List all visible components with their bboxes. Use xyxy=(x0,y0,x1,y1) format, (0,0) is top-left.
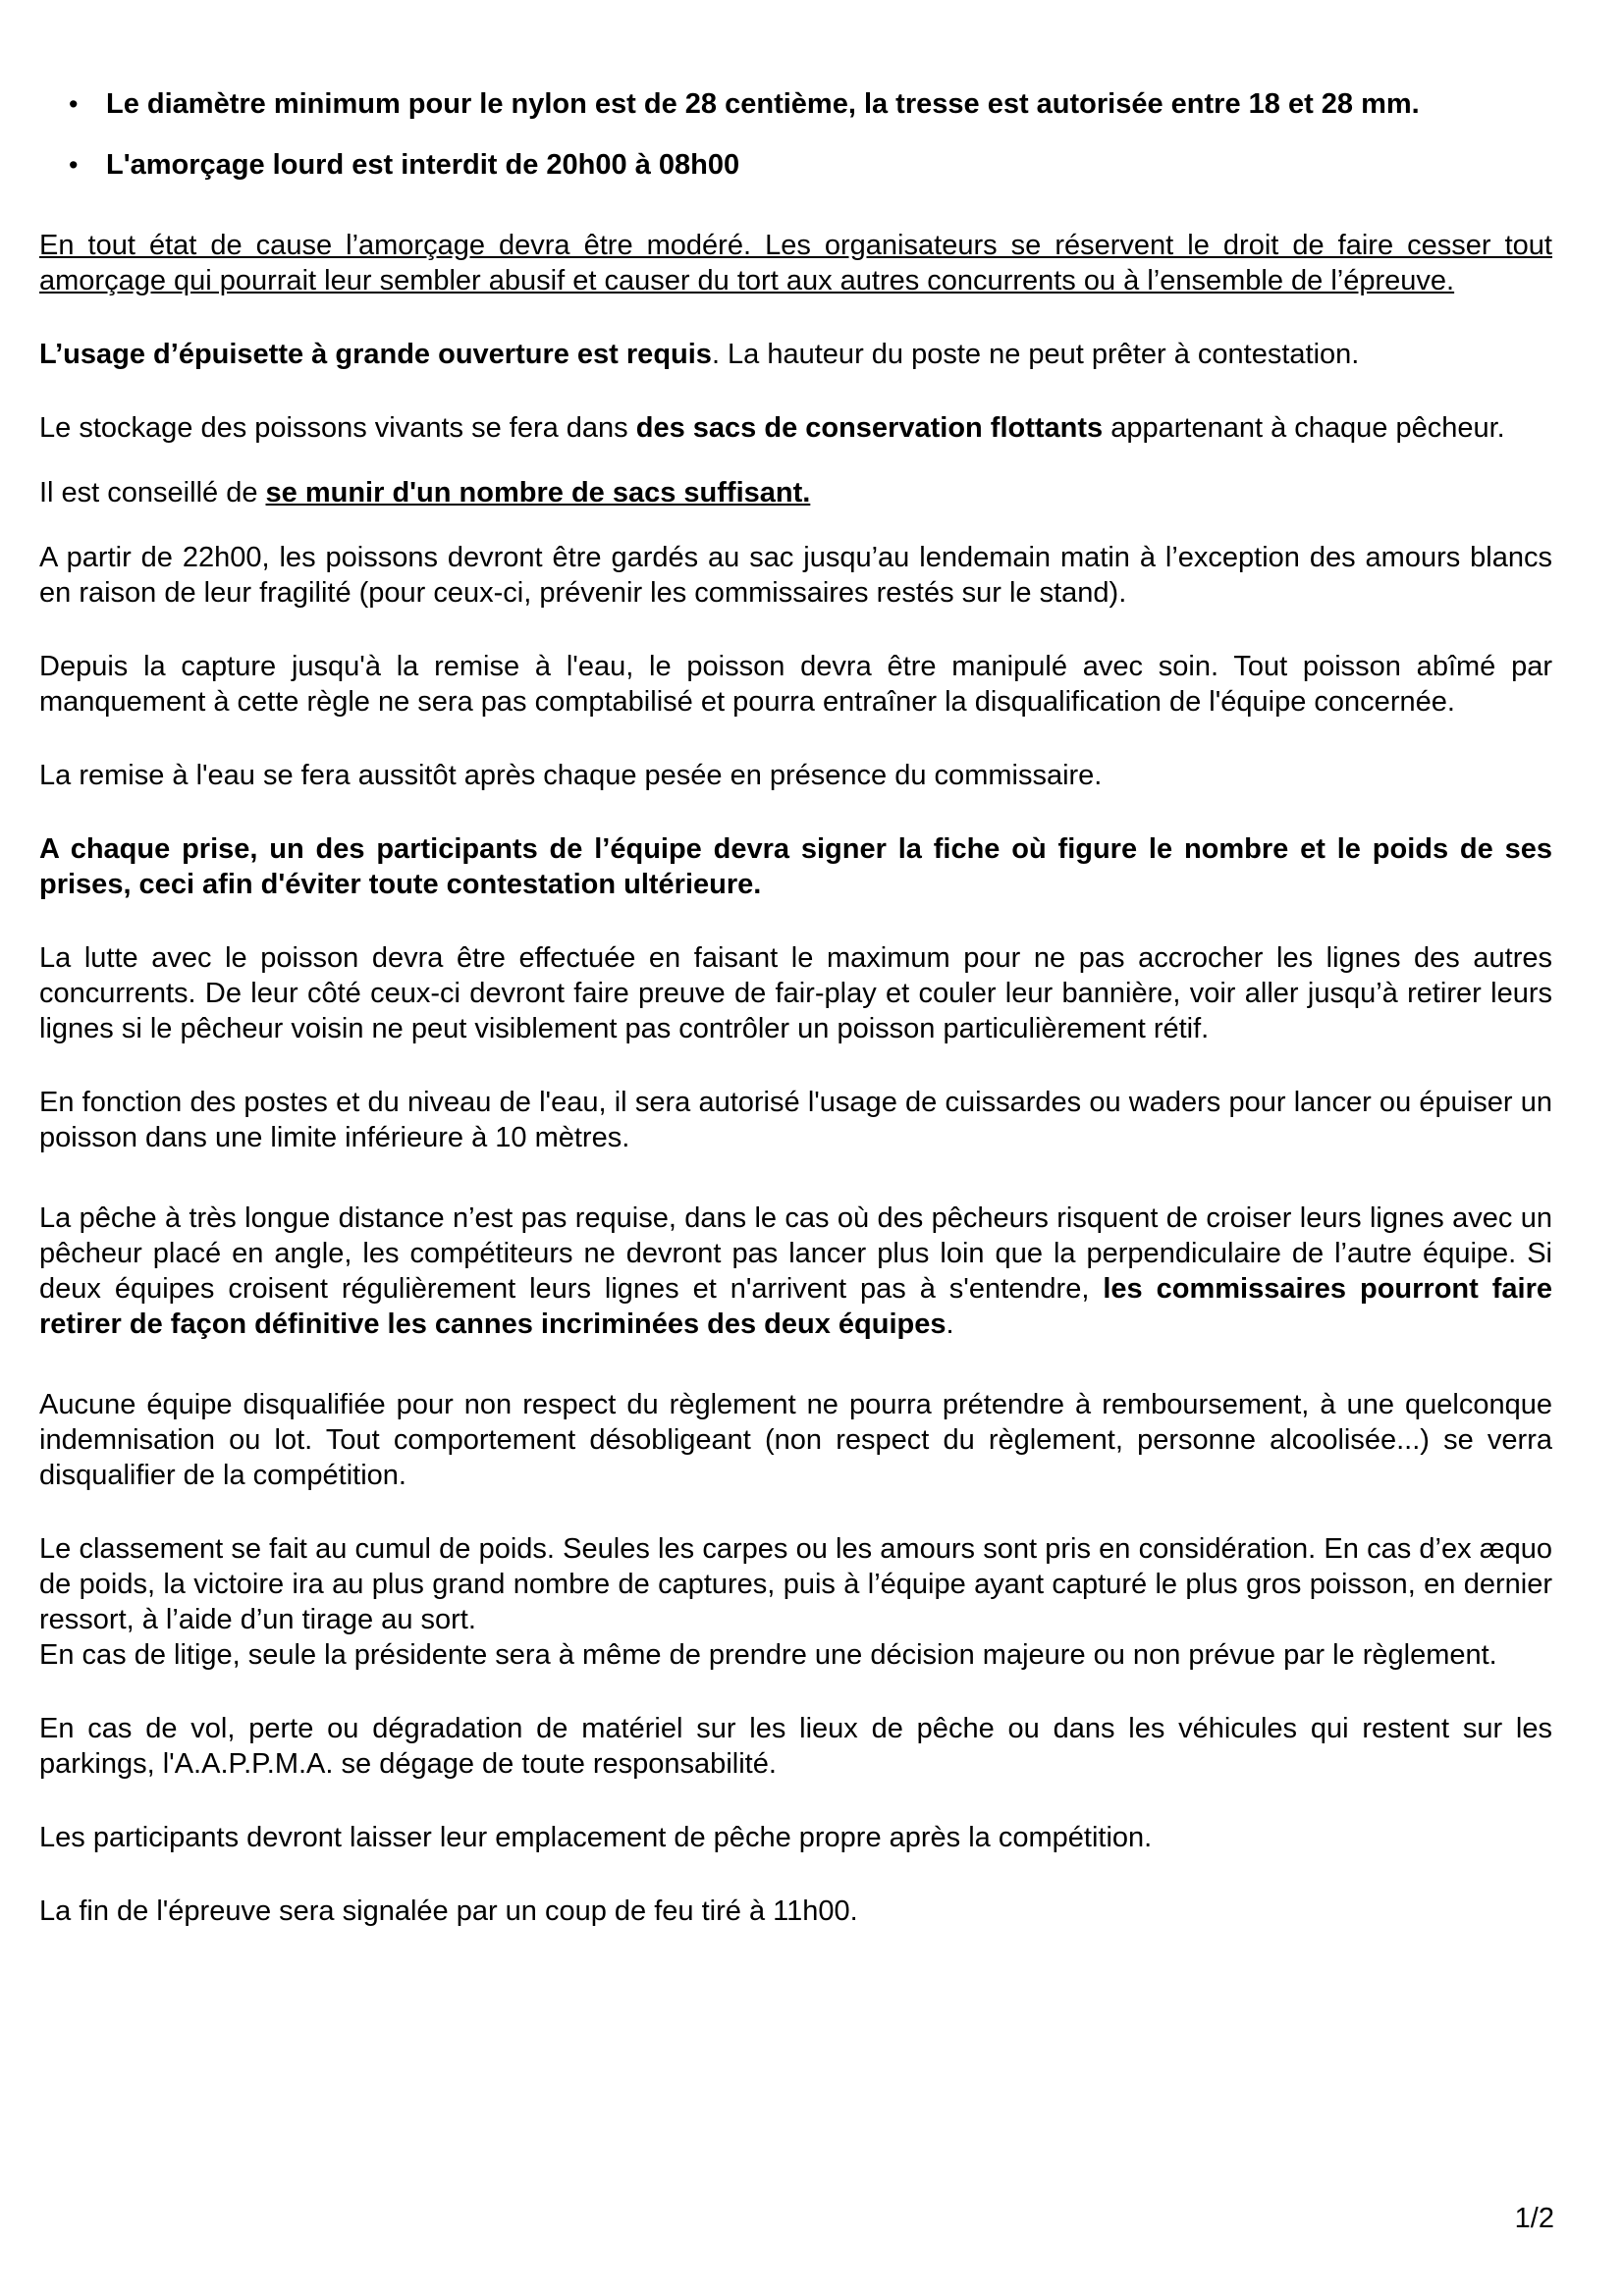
text-run: . La hauteur du poste ne peut prêter à contestation. xyxy=(711,339,1360,370)
text-run: En tout état de cause l’amorçage devra être modéré. Les organisateurs se réservent le droit de faire cesser tout amorçage qui pourrait leur sembler abusif et causer du tort aux autres concurrents ou à l’ensemble de l’épreuve. xyxy=(39,230,1552,296)
text-run: Depuis la capture jusqu'à la remise à l'eau, le poisson devra être manipulé avec soin. Tout poisson abîmé par manquement à cette règle ne sera pas comptabilisé et pourra entraîner la disqualification de l'équipe concernée. xyxy=(39,651,1552,718)
text-run: L’usage d’épuisette à grande ouverture est requis xyxy=(39,339,712,370)
paragraph xyxy=(39,831,1552,902)
paragraph xyxy=(39,1820,1552,1855)
text-run: En cas de litige, seule la présidente sera à même de prendre une décision majeure ou non prévue par le règlement. xyxy=(39,1639,1497,1671)
bullet-text: L'amorçage lourd est interdit de 20h00 à 08h00 xyxy=(106,149,740,181)
paragraphs-container xyxy=(39,228,1552,1929)
paragraph xyxy=(39,1894,1552,1929)
paragraph xyxy=(39,410,1552,446)
paragraph xyxy=(39,940,1552,1046)
text-run: les commissaires pourront faire retirer de façon définitive les cannes incriminées des deux équipes xyxy=(39,1273,1552,1340)
paragraph xyxy=(39,228,1552,298)
paragraph xyxy=(39,758,1552,793)
paragraph xyxy=(39,475,1552,510)
text-run: des sacs de conservation flottants xyxy=(635,412,1104,444)
text-run: Le classement se fait au cumul de poids. Seules les carpes ou les amours sont pris en considération. En cas d’ex æquo de poids, la victoire ira au plus grand nombre de captures, puis à l’équipe ayant capturé le plus gros poisson, en dernier ressort, à l’aide d’un tirage au sort. xyxy=(39,1533,1552,1635)
paragraph xyxy=(39,540,1552,611)
text-run: La pêche à très longue distance n’est pas requise, dans le cas où des pêcheurs risquent de croiser leurs lignes avec un pêcheur placé en angle, les compétiteurs ne devront pas lancer plus loin que la perpendiculaire de l’autre équipe. Si deux équipes croisent régulièrement leurs lignes et n'arrivent pas à s'entendre, xyxy=(39,1202,1552,1305)
text-run: Les participants devront laisser leur emplacement de pêche propre après la compétition. xyxy=(39,1822,1153,1853)
text-run: A chaque prise, un des participants de l’équipe devra signer la fiche où figure le nombre et le poids de ses prises, ceci afin d'éviter toute contestation ultérieure. xyxy=(39,833,1552,900)
bullet-item xyxy=(69,147,1552,183)
text-run: La fin de l'épreuve sera signalée par un coup de feu tiré à 11h00. xyxy=(39,1896,858,1927)
text-run: Aucune équipe disqualifiée pour non respect du règlement ne pourra prétendre à remboursement, à une quelconque indemnisation ou lot. Tout comportement désobligeant (non respect du règlement, personne alcoolisée...) se verra disqualifier de la compétition. xyxy=(39,1389,1552,1491)
text-run: La lutte avec le poisson devra être effectuée en faisant le maximum pour ne pas accrocher les lignes des autres concurrents. De leur côté ceux-ci devront faire preuve de fair-play et couler leur bannière, voir aller jusqu’à retirer leurs lignes si le pêcheur voisin ne peut visiblement pas contrôler un poisson particulièrement rétif. xyxy=(39,942,1552,1044)
paragraph xyxy=(39,1085,1552,1155)
text-run: En fonction des postes et du niveau de l'eau, il sera autorisé l'usage de cuissardes ou waders pour lancer ou épuiser un poisson dans une limite inférieure à 10 mètres. xyxy=(39,1087,1552,1153)
text-run: Il est conseillé de xyxy=(39,477,266,508)
paragraph xyxy=(39,1637,1552,1673)
page-number: 1/2 xyxy=(1514,2203,1554,2234)
paragraph xyxy=(39,1711,1552,1782)
bullet-icon: • xyxy=(69,150,79,180)
text-run: A partir de 22h00, les poissons devront être gardés au sac jusqu’au lendemain matin à l’exception des amours blancs en raison de leur fragilité (pour ceux-ci, prévenir les commissaires restés sur le stand). xyxy=(39,542,1552,609)
paragraph xyxy=(39,1531,1552,1637)
paragraph xyxy=(39,1387,1552,1493)
text-run: se munir d'un nombre de sacs suffisant. xyxy=(265,477,811,508)
text-run: La remise à l'eau se fera aussitôt après chaque pesée en présence du commissaire. xyxy=(39,760,1103,791)
text-run: . xyxy=(946,1308,954,1340)
paragraph xyxy=(39,337,1552,372)
bullet-item xyxy=(69,86,1552,122)
text-run: En cas de vol, perte ou dégradation de matériel sur les lieux de pêche ou dans les véhicules qui restent sur les parkings, l'A.A.P.P.M.A. se dégage de toute responsabilité. xyxy=(39,1713,1552,1780)
paragraph xyxy=(39,1201,1552,1342)
text-run: Le stockage des poissons vivants se fera dans xyxy=(39,412,636,444)
text-run: appartenant à chaque pêcheur. xyxy=(1103,412,1505,444)
paragraph xyxy=(39,649,1552,720)
bullet-icon: • xyxy=(69,89,79,119)
bullet-list xyxy=(39,86,1552,183)
bullet-text: Le diamètre minimum pour le nylon est de 28 centième, la tresse est autorisée entre 18 et 28 mm. xyxy=(106,88,1420,120)
